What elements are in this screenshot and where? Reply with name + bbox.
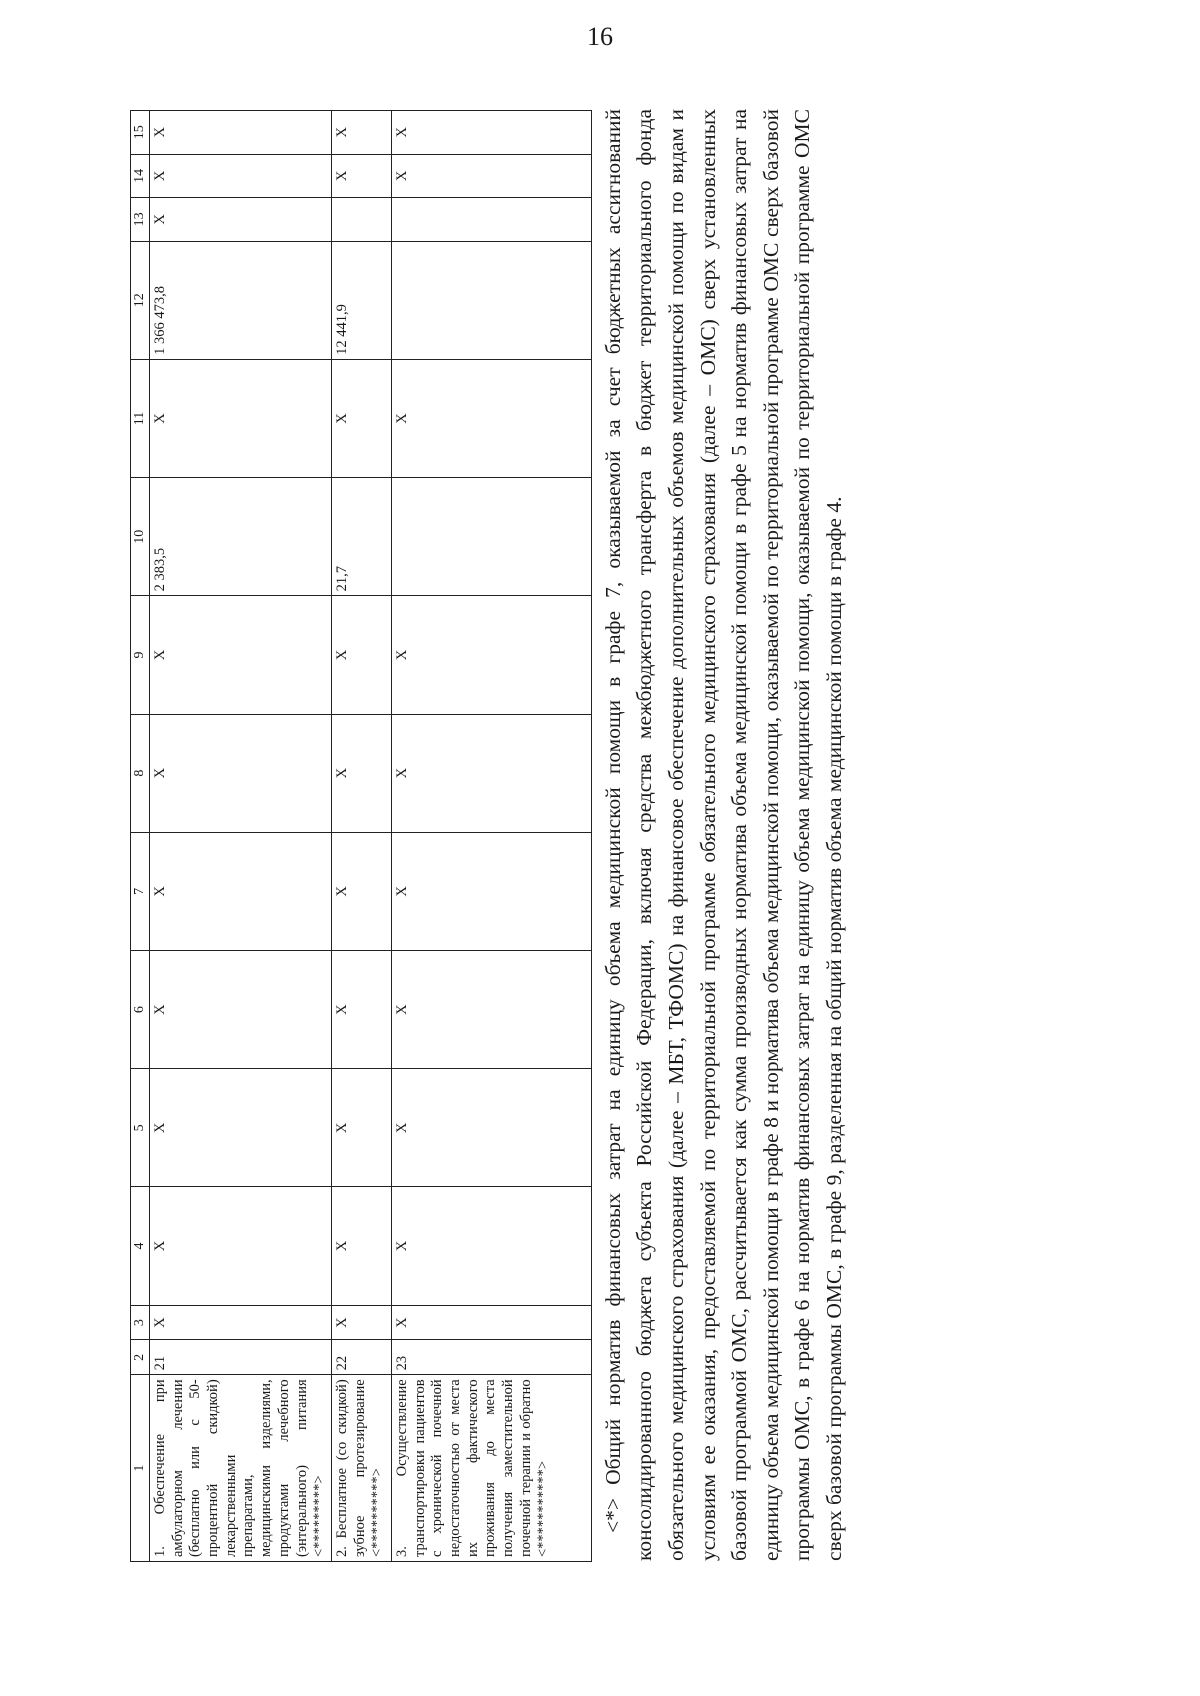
cell: X xyxy=(150,154,332,198)
cell: X xyxy=(150,1187,332,1305)
cell: X xyxy=(331,111,391,155)
cell: X xyxy=(150,111,332,155)
cell: X xyxy=(331,951,391,1069)
column-header: 15 xyxy=(131,111,150,155)
cell: X xyxy=(331,154,391,198)
cell: X xyxy=(150,596,332,714)
cell: X xyxy=(150,1069,332,1187)
column-header: 14 xyxy=(131,154,150,198)
cell: X xyxy=(331,596,391,714)
cell: X xyxy=(391,1305,591,1340)
financing-table xyxy=(130,110,592,1562)
column-header: 2 xyxy=(131,1340,150,1375)
cell: X xyxy=(391,951,591,1069)
cell: X xyxy=(391,1069,591,1187)
cell: X xyxy=(391,154,591,198)
column-header: 4 xyxy=(131,1187,150,1305)
cell: X xyxy=(331,1187,391,1305)
column-header: 6 xyxy=(131,951,150,1069)
row-name: 3. Осуществление транспортировки пациентов с хронической почечной недостаточностью от места их фактического проживания до места получения заместительной почечной терапии и обратно <***********> xyxy=(391,1375,591,1562)
cell: 1 366 473,8 xyxy=(150,241,332,359)
cell: X xyxy=(150,1305,332,1340)
cell: X xyxy=(331,1305,391,1340)
table-row xyxy=(391,111,591,1562)
cell: X xyxy=(391,832,591,950)
table-row xyxy=(331,111,391,1562)
cell xyxy=(391,198,591,242)
cell: X xyxy=(391,359,591,477)
row-name: 2. Бесплатное (со скидкой) зубное протезирование <**********> xyxy=(331,1375,391,1562)
column-header: 7 xyxy=(131,832,150,950)
row-number: 21 xyxy=(150,1340,332,1375)
column-header: 5 xyxy=(131,1069,150,1187)
cell xyxy=(391,478,591,596)
cell: X xyxy=(150,951,332,1069)
cell: X xyxy=(391,596,591,714)
cell: X xyxy=(150,359,332,477)
cell: X xyxy=(331,1069,391,1187)
page-number: 16 xyxy=(587,22,613,51)
cell: X xyxy=(150,714,332,832)
footnote-text: <*> Общий норматив финансовых затрат на единицу объема медицинской помощи в графе 7, оказываемой за счет бюджетных ассигнований консолидированного бюджета субъекта Российской Федерации, включая средства межбюджетного трансферта в бюджет территориального фонда обязательного медицинского страхования (далее – МБТ, ТФОМС) на финансовое обеспечение дополнительных объемов медицинской помощи по видам и условиям ее оказания, предоставляемой по территориальной программе обязательного медицинского страхования (далее – ОМС) сверх установленных базовой программой ОМС, рассчитывается как сумма производных норматива объема медицинской помощи в графе 5 на норматив финансовых затрат на единицу объема медицинской помощи в графе 8 и норматива объема медицинской помощи, оказываемой по территориальной программе ОМС сверх базовой программы ОМС, в графе 6 на норматив финансовых затрат на единицу объема медицинской помощи, оказываемой по территориальной программе ОМС сверх базовой программы ОМС, в графе 9, разделенная на общий норматив объема медицинской помощи в графе 4. xyxy=(600,109,847,1561)
cell: X xyxy=(150,198,332,242)
row-number: 22 xyxy=(331,1340,391,1375)
column-header: 11 xyxy=(131,359,150,477)
cell: X xyxy=(331,714,391,832)
header-row xyxy=(131,111,150,1562)
cell: 21,7 xyxy=(331,478,391,596)
cell: X xyxy=(391,714,591,832)
cell: X xyxy=(391,111,591,155)
column-header: 10 xyxy=(131,478,150,596)
cell: 2 383,5 xyxy=(150,478,332,596)
column-header: 8 xyxy=(131,714,150,832)
row-name: 1. Обеспечение при амбулаторном лечении (бесплатно или с 50-процентной скидкой) лекарственными препаратами, медицинскими изделиями, продуктами лечебного (энтерального) питания <*********> xyxy=(150,1375,332,1562)
column-header: 12 xyxy=(131,241,150,359)
column-header: 1 xyxy=(131,1375,150,1562)
column-header: 9 xyxy=(131,596,150,714)
cell xyxy=(331,198,391,242)
cell: X xyxy=(391,1187,591,1305)
cell: X xyxy=(331,359,391,477)
footnote xyxy=(598,105,851,1565)
table-row xyxy=(150,111,332,1562)
row-number: 23 xyxy=(391,1340,591,1375)
column-header: 13 xyxy=(131,198,150,242)
page-content xyxy=(130,105,1085,1565)
cell: X xyxy=(331,832,391,950)
cell xyxy=(391,241,591,359)
cell: 12 441,9 xyxy=(331,241,391,359)
cell: X xyxy=(150,832,332,950)
column-header: 3 xyxy=(131,1305,150,1340)
